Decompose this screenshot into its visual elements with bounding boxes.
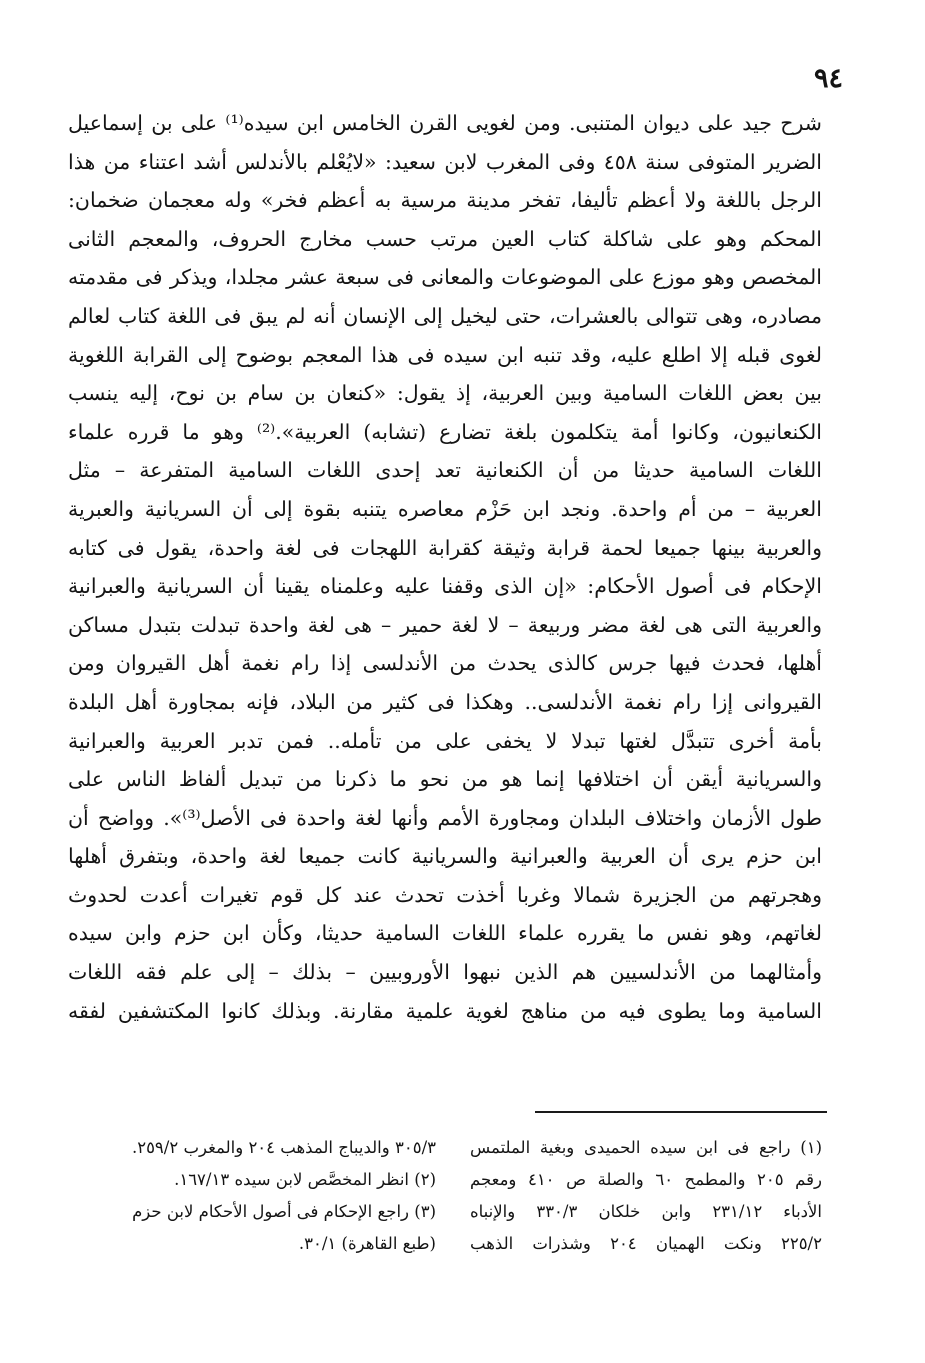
text-line: لغاتهم، وهو نفس ما يقرره علماء اللغات السامية حديثا، وكأن ابن حزم وابن سيده [68,921,822,946]
text-line: بين بعض اللغات السامية وبين العربية، إذ يقول: «كنعان بن سام بن نوح، إليه ينسب [68,381,822,406]
footnote-line: الأدباء ٢٣١/١٢ وابن خلكان ٣٣٠/٣ والإنباه [470,1202,822,1221]
footnotes-left-column [68,1132,436,1260]
text-line: طول الأزمان واختلاف البلدان ومجاورة الأمم وأنها لغة واحدة فى الأصل⁽³⁾». وواضح أن [68,805,822,830]
text-line: القيروانى إزا رام نغمة الأندلسى.. وهكذا فى كثير من البلاد، فإنه بمجاورة أهل البلدة [68,689,822,714]
text-line: الضرير المتوفى سنة ٤٥٨ وفى المغرب لابن سعيد: «لايُعْلم بالأندلس أشد اعتناء من هذا [68,149,822,174]
main-text [68,104,822,1030]
text-line: والسريانية أيقن أن اختلافها إنما هو من نحو ما ذكرنا من تبديل ألفاظ الناس على [68,767,822,792]
text-line: الإحكام فى أصول الأحكام: «إن الذى وقفنا عليه وعلمناه يقينا أن السريانية والعبرانية [68,574,822,599]
text-line: بأمة أخرى تتبدَّل لغتها تبدلا لا يخفى على من تأمله.. فمن تدبر العربية والعبرانية [68,728,822,753]
text-line: المخصص وهو موزع على الموضوعات والمعانى فى سبعة عشر مجلدا، ويذكر فى مقدمته [68,265,822,290]
text-line: المحكم وهو على شاكلة كتاب العين مرتب حسب مخارج الحروف، والمعجم الثانى [68,226,822,251]
text-line: اللغات السامية حديثا من أن الكنعانية تعد إحدى اللغات السامية المتفرعة – مثل [68,458,822,483]
footnote-line: (١) راجع فى ابن سيده الحميدى وبغية الملتمس [470,1138,822,1157]
footnote-line: (٣) راجع الإحكام فى أصول الأحكام لابن حزم [132,1202,436,1221]
text-line: والعربية بينها جميعا لحمة قرابة وثيقة كقرابة اللهجات فى لغة واحدة، يقول فى كتابه [68,535,822,560]
page-number: ٩٤ [813,63,843,94]
text-line: والعربية التى هى لغة مضر وربيعة – لا لغة حمير – هى لغة واحدة تبدلت بتبدل مساكن [68,612,822,637]
text-line: شرح جيد على ديوان المتنبى. ومن لغويى القرن الخامس ابن سيده⁽¹⁾ على بن إسماعيل [68,111,822,135]
footnote-separator [535,1111,827,1113]
text-line: وأمثالهما من الأندلسيين هم الذين نبهوا الأوروبيين – بذلك – إلى علم فقه اللغات [68,960,822,985]
text-line: الرجل باللغة ولا أعظم تأليفا، تفخر مدينة مرسية به أعظم فخر» وله معجمان ضخمان: [68,188,822,213]
footnote-line: (٢) انظر المخصَّص لابن سيده ١٦٧/١٣. [174,1170,436,1189]
text-line: العربية – من أم واحدة. ونجد ابن حَزْم معاصره يتنبه بقوة إلى أن السريانية والعبرية [68,496,822,521]
footnote-line: ٣٠٥/٣ والديباج المذهب ٢٠٤ والمغرب ٢٥٩/٢. [131,1138,436,1157]
text-line: مصادره، وهى تتوالى بالعشرات، حتى ليخيل إلى الإنسان أنه لم يبق فى اللغة كتاب لعالم [68,303,822,328]
text-line: ابن حزم يرى أن العربية والعبرانية والسريانية كانت جميعا لغة واحدة، وبتفرق أهلها [68,844,822,869]
text-line: أهلها، فحدث فيها جرس كالذى يحدث من الأندلسى إذا رام نغمة أهل القيروان ومن [68,651,822,676]
footnote-line: رقم ٢٠٥ والمطمح ٦٠ والصلة ص ٤١٠ ومعجم [470,1170,822,1189]
footnote-line: ٢٢٥/٢ ونكت الهميان ٢٠٤ وشذرات الذهب [470,1234,822,1253]
text-line: الكنعانيون، وكانوا أمة يتكلمون بلغة تضارع (تشابه) العربية».⁽²⁾ وهو ما قرره علماء [68,419,822,444]
text-line: لغوى قبله إلا اطلع عليه، وقد تنبه ابن سيده فى هذا المعجم بوضوح إلى القرابة اللغوية [68,342,822,367]
text-line: وهجرتهم من الجزيرة شمالا وغربا أخذت تحدث عند كل قوم تغيرات أعدت لحدوث [68,882,822,907]
text-line: السامية وما يطوى فيه من مناهج لغوية علمية مقارنة. وبذلك كانوا المكتشفين لفقه [68,998,822,1023]
footnotes-right-column [470,1132,822,1260]
footnote-line: (طبع القاهرة) ٣٠/١. [298,1234,436,1253]
